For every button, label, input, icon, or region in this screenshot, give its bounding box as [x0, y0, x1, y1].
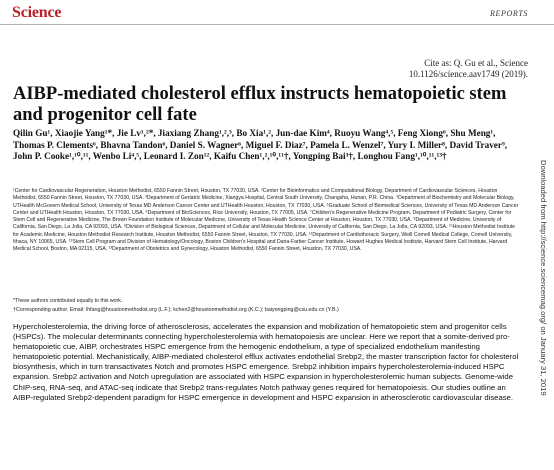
header-rule	[0, 24, 554, 25]
author-list: Qilin Gu¹, Xiaojie Yang¹*, Jie Lv¹,²*, Jiaxiang Zhang¹,²,³, Bo Xia¹,², Jun-dae Kim⁴, Ruoyu Wang⁴,⁵, Feng Xiong⁶, Shu Meng¹, Thomas P. Clements⁶, Bhavna Tandon⁶, Daniel S. Wagner⁶, Miguel F. Diaz⁷, Pamela L. Wenzel⁷, Yury I. Miller⁸, David Traver⁹, John P. Cooke¹,¹⁰,¹¹, Wenbo Li⁴,⁵, Leonard I. Zon¹², Kaifu Chen¹,²,¹⁰,¹¹†, Yongping Bai³†, Longhou Fang¹,¹⁰,¹¹,¹³†	[13, 128, 507, 161]
corresponding-author: †Corresponding author. Email: lhfang@houstonmethodist.org (L.F.); kchen2@houstonmethodist.org (K.C.); baiyongping@csu.edu.cn (Y.B.)	[13, 307, 339, 313]
section-label: REPORTS	[490, 9, 528, 18]
download-date: on January 31, 2019	[539, 324, 548, 396]
download-strip-text	[539, 160, 548, 396]
journal-logo[interactable]: Science	[12, 4, 62, 21]
citation-doi[interactable]: 10.1126/science.aav1749 (2019).	[408, 69, 528, 79]
abstract: Hypercholesterolemia, the driving force of atherosclerosis, accelerates the expansion and mobilization of hematopoietic stem and progenitor cells (HSPCs). The molecular determinants connecting hypercholesterolemia with hematopoiesis are unclear. Here we report that a somite-derived pro-hematopoietic cue, AIBP, orchestrates HSPC emergence from the hemogenic endothelium, a type of specialized endothelium manifesting hematopoietic potential. Mechanistically, AIBP-mediated cholesterol efflux activates endothelial Srebp2, the master transcription factor for cholesterol biosynthesis, which in turn transactivates Notch and promotes HSPC emergence. Srebp2 inhibition impairs hypercholesterolemia-induced HSPC expansion. Srebp2 activation and Notch upregulation are associated with HSPC expansion in hypercholesterolemic human subjects. Genome-wide ChIP-seq, RNA-seq, and ATAC-seq indicate that Srebp2 trans-regulates Notch pathway genes required for hematopoiesis. Our studies outline an AIBP-regulated Srebp2-dependent paradigm for HSPC emergence in development and HSPC expansion in atherosclerotic cardiovascular disease.	[13, 322, 519, 402]
download-prefix: Downloaded from	[539, 160, 548, 222]
citation	[268, 58, 528, 80]
affiliations: ¹Center for Cardiovascular Regeneration, Houston Methodist, 6550 Fannin Street, Houston, TX 77030, USA. ²Center for Bioinformatics and Computational Biology, Department of Cardiovascular Sciences, Houston Methodist, 6550 Fannin Street, Houston, TX 77030, USA. ³Department of Geriatric Medicine, Xiangya Hospital, Central South University, Changsha, Hunan, P.R. China. ⁴Department of Biochemistry and Molecular Biology, UTHealth McGovern Medical School, University of Texas MD Anderson Cancer Center and UTHealth Houston, Houston, TX 77030, USA. ⁵Graduate School of Biomedical Sciences, University of Texas MD Anderson Cancer Center and UTHealth Houston, Houston, TX 77030, USA. ⁶Department of BioSciences, Rice University, Houston, TX 77005, USA. ⁷Children's Regenerative Medicine Program, Department of Pediatric Surgery, Center for Stem Cell and Regenerative Medicine, The Brown Foundation Institute of Molecular Medicine, University of Texas Health Science Center at Houston, Houston, TX 77030, USA. ⁸Department of Medicine, University of California, San Diego, La Jolla, CA 92093, USA. ⁹Division of Biological Sciences, Department of Cellular and Molecular Medicine, University of California, San Diego, La Jolla, CA 92093, USA. ¹⁰Houston Methodist Institute for Academic Medicine, Houston Methodist Research Institute, Houston Methodist, 6550 Fannin Street, Houston, TX 77030, USA. ¹¹Department of Cardiothoracic Surgery, Weill Cornell Medical College, Cornell University, Ithaca, NY 10065, USA. ¹²Stem Cell Program and Division of Hematology/Oncology, Boston Children's Hospital and Dana-Farber Cancer Institute, Howard Hughes Medical Institute, Harvard Stem Cell Institute, Harvard Medical School, Boston, MA 02115, USA. ¹³Department of Obstetrics and Gynecology, Houston Methodist, 6550 Fannin Street, Houston, TX 77030, USA.	[13, 188, 519, 253]
article-title: AIBP-mediated cholesterol efflux instructs hematopoietic stem and progenitor cell fate	[13, 84, 507, 125]
download-url-link[interactable]: http://science.sciencemag.org/	[539, 221, 548, 325]
citation-line: Cite as: Q. Gu et al., Science	[424, 58, 528, 68]
download-strip	[538, 160, 548, 450]
equal-contribution-note: *These authors contributed equally to this work.	[13, 298, 123, 304]
